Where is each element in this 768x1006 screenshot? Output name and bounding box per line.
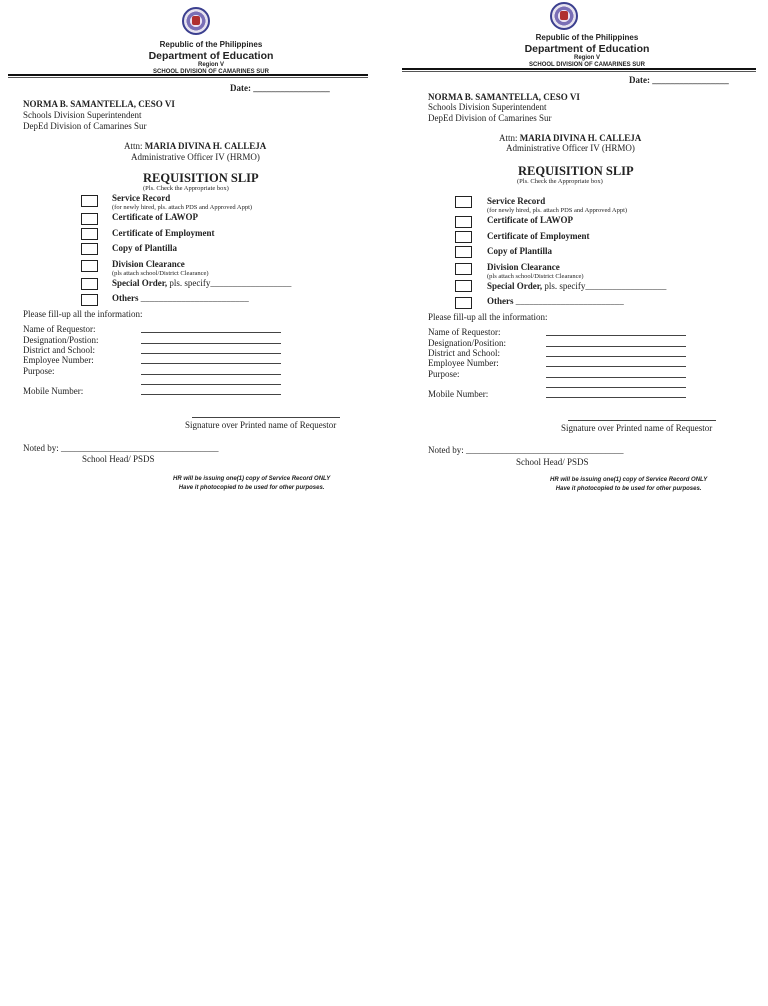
addressee-name: NORMA B. SAMANTELLA, CESO VI <box>23 99 175 109</box>
name-of-requestor-label: Name of Requestor: <box>428 327 501 337</box>
school-head-label: School Head/ PSDS <box>516 457 589 467</box>
division-clearance-label: Division Clearance <box>487 262 560 272</box>
mobile-number-label: Mobile Number: <box>428 389 489 399</box>
attn-prefix: Attn: <box>124 141 143 151</box>
deped-seal-icon <box>550 2 578 30</box>
district-school-field[interactable] <box>141 353 281 354</box>
service-record-note: (for newly hired, pls. attach PDS and Approved Appt) <box>487 207 628 214</box>
service-record-label: Service Record <box>487 196 546 206</box>
special-order-specify: pls. specify__________________ <box>544 281 667 291</box>
others-line <box>487 296 624 306</box>
attn-name: MARIA DIVINA H. CALLEJA <box>519 133 642 143</box>
mobile-number-field[interactable] <box>546 397 686 398</box>
requisition-slip-right <box>400 0 760 500</box>
division-clearance-note: (pls attach school/District Clearance) <box>112 270 209 277</box>
fill-up-instruction: Please fill-up all the information: <box>428 312 548 322</box>
employee-number-label: Employee Number: <box>428 358 499 368</box>
others-checkbox[interactable] <box>455 297 472 309</box>
slip-subtitle: (Pls. Check the Appropriate box) <box>517 178 603 185</box>
lawop-checkbox[interactable] <box>455 216 472 228</box>
purpose-field[interactable] <box>141 374 281 375</box>
employee-number-field[interactable] <box>546 366 686 367</box>
hr-note-line-2: Have it photocopied to be used for other purposes. <box>555 486 702 492</box>
plantilla-checkbox[interactable] <box>455 246 472 258</box>
letterhead <box>31 40 391 76</box>
requisition-slip-left <box>8 0 368 500</box>
addressee-office: DepEd Division of Camarines Sur <box>23 121 147 131</box>
department-text: Department of Education <box>148 50 274 62</box>
special-order-label: Special Order, <box>112 278 168 288</box>
division-clearance-label: Division Clearance <box>112 259 185 269</box>
attn-name: MARIA DIVINA H. CALLEJA <box>144 141 267 151</box>
division-clearance-checkbox[interactable] <box>81 260 98 272</box>
attn-position: Administrative Officer IV (HRMO) <box>506 143 635 153</box>
special-order-specify: pls. specify__________________ <box>169 278 292 288</box>
plantilla-label: Copy of Plantilla <box>112 243 178 253</box>
district-school-label: District and School: <box>428 348 500 358</box>
signature-line[interactable] <box>192 417 340 418</box>
name-of-requestor-label: Name of Requestor: <box>23 324 96 334</box>
addressee-name: NORMA B. SAMANTELLA, CESO VI <box>428 92 580 102</box>
division-text: SCHOOL DIVISION OF CAMARINES SUR <box>153 69 269 75</box>
addressee-office: DepEd Division of Camarines Sur <box>428 113 552 123</box>
purpose-label: Purpose: <box>23 366 55 376</box>
deped-seal-icon <box>182 7 210 35</box>
date-label: Date: _________________ <box>629 75 729 85</box>
attn-line <box>499 133 641 143</box>
purpose-field-extra[interactable] <box>141 384 281 385</box>
slip-subtitle: (Pls. Check the Appropriate box) <box>143 185 229 192</box>
others-line <box>112 293 249 303</box>
district-school-label: District and School: <box>23 345 95 355</box>
employment-checkbox[interactable] <box>81 228 98 240</box>
lawop-label: Certificate of LAWOP <box>112 212 198 222</box>
division-clearance-checkbox[interactable] <box>455 263 472 275</box>
signature-line[interactable] <box>568 420 716 421</box>
noted-by-label: Noted by: ___________________________________ <box>428 445 624 455</box>
lawop-label: Certificate of LAWOP <box>487 215 573 225</box>
service-record-checkbox[interactable] <box>81 195 98 207</box>
purpose-label: Purpose: <box>428 369 460 379</box>
purpose-field[interactable] <box>546 377 686 378</box>
service-record-note: (for newly hired, pls. attach PDS and Approved Appt) <box>112 204 253 211</box>
department-text: Department of Education <box>524 43 650 55</box>
designation-field[interactable] <box>546 346 686 347</box>
employment-label: Certificate of Employment <box>487 231 590 241</box>
lawop-checkbox[interactable] <box>81 213 98 225</box>
attn-prefix: Attn: <box>499 133 518 143</box>
addressee-position: Schools Division Superintendent <box>428 102 547 112</box>
service-record-label: Service Record <box>112 193 171 203</box>
signature-label: Signature over Printed name of Requestor <box>561 423 713 433</box>
mobile-number-label: Mobile Number: <box>23 386 84 396</box>
plantilla-label: Copy of Plantilla <box>487 246 553 256</box>
noted-by-label: Noted by: ___________________________________ <box>23 443 219 453</box>
fill-up-instruction: Please fill-up all the information: <box>23 309 143 319</box>
republic-text: Republic of the Philippines <box>159 40 263 49</box>
others-label: Others <box>112 293 139 303</box>
header-rule <box>402 68 756 72</box>
district-school-field[interactable] <box>546 356 686 357</box>
signature-label: Signature over Printed name of Requestor <box>185 420 337 430</box>
hr-note-line-1: HR will be issuing one(1) copy of Service Record ONLY <box>550 477 708 483</box>
letterhead <box>407 33 767 69</box>
slip-title: REQUISITION SLIP <box>143 171 259 185</box>
republic-text: Republic of the Philippines <box>535 33 639 42</box>
attn-position: Administrative Officer IV (HRMO) <box>131 152 260 162</box>
plantilla-checkbox[interactable] <box>81 243 98 255</box>
special-order-line <box>487 281 666 291</box>
region-text: Region V <box>573 55 600 61</box>
special-order-checkbox[interactable] <box>455 280 472 292</box>
special-order-label: Special Order, <box>487 281 543 291</box>
designation-label: Designation/Position: <box>428 338 507 348</box>
division-clearance-note: (pls attach school/District Clearance) <box>487 273 584 280</box>
attn-line <box>124 141 266 151</box>
employment-checkbox[interactable] <box>455 231 472 243</box>
hr-note-line-2: Have it photocopied to be used for other purposes. <box>178 485 325 491</box>
region-text: Region V <box>197 62 224 68</box>
designation-field[interactable] <box>141 343 281 344</box>
slip-title: REQUISITION SLIP <box>518 164 634 178</box>
service-record-checkbox[interactable] <box>455 196 472 208</box>
employee-number-field[interactable] <box>141 363 281 364</box>
name-of-requestor-field[interactable] <box>546 335 686 336</box>
purpose-field-extra[interactable] <box>546 387 686 388</box>
name-of-requestor-field[interactable] <box>141 332 281 333</box>
hr-note <box>173 475 330 493</box>
school-head-label: School Head/ PSDS <box>82 454 155 464</box>
header-rule <box>8 74 368 78</box>
others-checkbox[interactable] <box>81 294 98 306</box>
hr-note-line-1: HR will be issuing one(1) copy of Service Record ONLY <box>173 476 331 482</box>
employment-label: Certificate of Employment <box>112 228 215 238</box>
employee-number-label: Employee Number: <box>23 355 94 365</box>
mobile-number-field[interactable] <box>141 394 281 395</box>
others-specify: ________________________ <box>515 296 624 306</box>
special-order-line <box>112 278 291 288</box>
hr-note <box>550 476 707 494</box>
division-text: SCHOOL DIVISION OF CAMARINES SUR <box>529 62 645 68</box>
addressee-position: Schools Division Superintendent <box>23 110 142 120</box>
others-label: Others <box>487 296 514 306</box>
special-order-checkbox[interactable] <box>81 278 98 290</box>
others-specify: ________________________ <box>140 293 249 303</box>
designation-label: Designation/Postion: <box>23 335 99 345</box>
date-label: Date: _________________ <box>230 83 330 93</box>
